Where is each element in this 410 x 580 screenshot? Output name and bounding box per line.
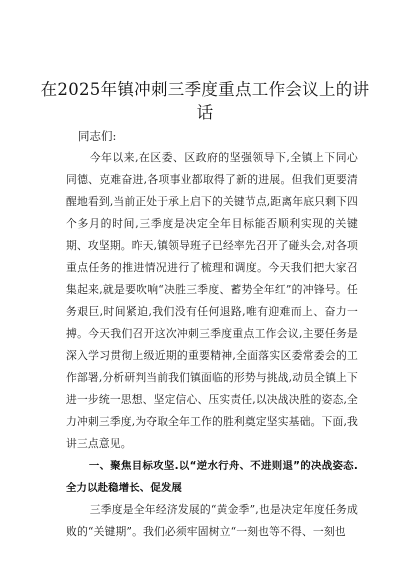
salutation: 同志们: — [78, 129, 117, 143]
body-paragraph: 今年以来,在区委、区政府的坚强领导下,全镇上下同心同德、克难奋进,各项事业都取得了新的进展。但我们更要清醒地看到,当前正处于承上启下的关键节点,距离年底只剩下四个多月的时间,三季度是决定全年目标能否顺利实现的关键期、攻坚期。昨天,镇领导班子已经率先召开了碰头会,对各项重点任务的推进情况进行了梳理和调度。今天我们把大家召集起来,就是要吹响“决胜三季度、蓄势全年红”的冲锋号。任务艰巨,时间紧迫,我们没有任何退路,唯有迎难而上、奋力一搏。今天我们召开这次冲刺三季度重点工作会议,主要任务是深入学习贯彻上级近期的重要精神,全面落实区委常委会的工作部署,分析研判当前我们镇面临的形势与挑战,动员全镇上下进一步统一思想、坚定信心、压实责任,以决战决胜的姿态,全力冲刺三季度,为夺取全年工作的胜利奠定坚实基础。下面,我讲三点意见。 — [66, 151, 358, 450]
body-paragraph: 三季度是全年经济发展的“黄金季”,也是决定年度任务成败的“关键期”。我们必须牢固树立“一刻也等不得、一刻也 — [66, 503, 358, 538]
document-body — [66, 147, 358, 543]
section-heading: 一、聚焦目标攻坚.以“逆水行舟、不进则退”的决战姿态.全力以赴稳增长、促发展 — [66, 460, 358, 494]
document-title: 在2025年镇冲刺三季度重点工作会议上的讲话 — [40, 80, 370, 122]
